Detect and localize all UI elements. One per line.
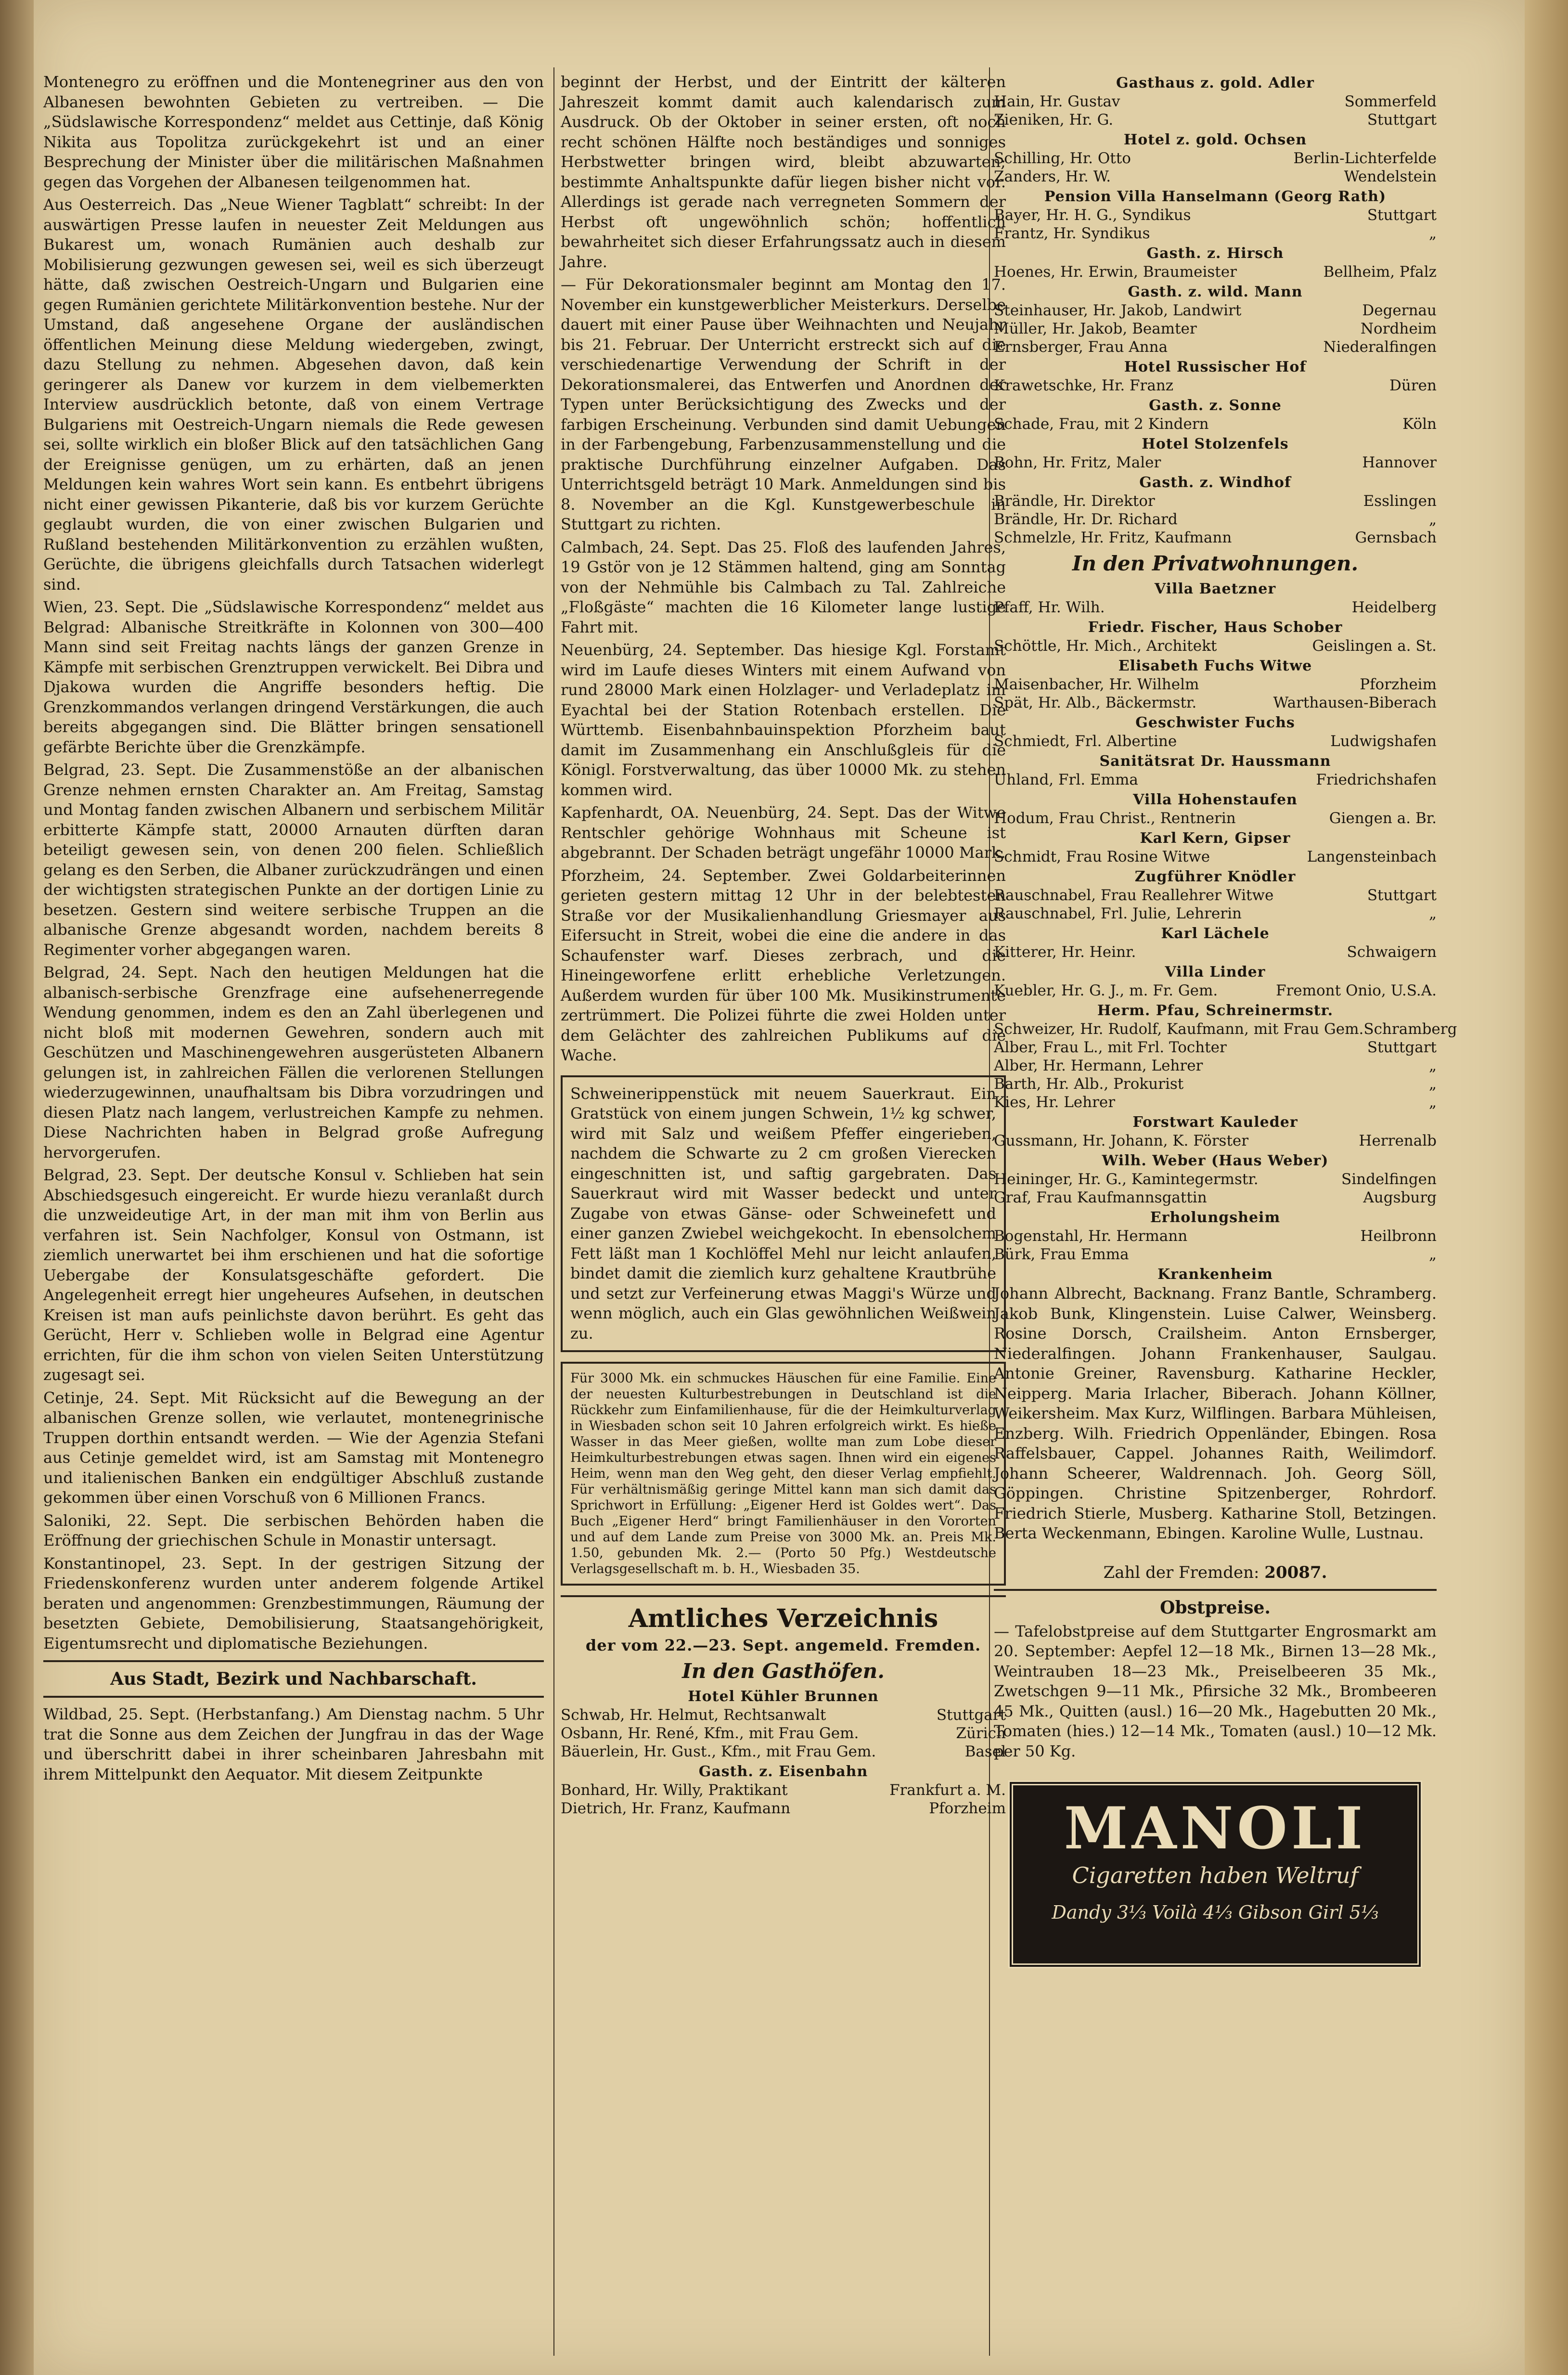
guest-line: [994, 263, 1437, 281]
recipe-text: Schweinerippenstück mit neuem Sauerkraut. Ein Gratstück von einem jungen Schwein, 1½ kg schwer, wird mit Salz und weißem Pfeffer eingerieben, nachdem die Schwarte zu 2 cm großen Vierecken eingeschnitten ist, und saftig gargebraten. Das Sauerkraut wird mit Wasser bedeckt und unter Zugabe von etwas Gänse- oder Schweinefett und einer ganzen Zwiebel weichgekocht. In ebensolchem Fett läßt man 1 Kochlöffel Mehl nur leicht anlaufen, bindet damit die ziemlich kurz gehaltene Krautbrühe und setzt zur Verfeinerung etwas Maggi's Würze und wenn möglich, auch ein Glas gewöhnlichen Weißwein zu.: [570, 1084, 996, 1342]
guest-origin: Niederalfingen: [1323, 338, 1437, 356]
guest-line: [994, 529, 1437, 547]
lodging-name: Forstwart Kauleder: [1132, 1114, 1298, 1131]
guest-name: Ernsberger, Frau Anna: [994, 338, 1168, 356]
guest-line: [994, 111, 1437, 129]
article-paragraph: Cetinje, 24. Sept. Mit Rücksicht auf die Bewegung an der albanischen Grenze sollen, wie verlautet, montenegrinische Truppen dorthin entsandt werden. — Wie der Agenzia Stefani aus Cetinje gemeldet wird, ist am Samstag mit Montenegro und italienischen Banken ein endgültiger Abschluß zustande gekommen über einen Vorschuß von 6 Millionen Francs.: [43, 1388, 544, 1507]
hotel-name: Hotel Kühler Brunnen: [688, 1688, 879, 1705]
guest-line: [994, 338, 1437, 356]
guest-name: Brändle, Hr. Direktor: [994, 492, 1155, 510]
guest-line: [994, 771, 1437, 789]
guest-name: Kuebler, Hr. G. J., m. Fr. Gem.: [994, 982, 1218, 999]
guest-origin: Nordheim: [1360, 320, 1437, 337]
guest-origin: Hannover: [1362, 454, 1437, 471]
guest-name: Barth, Hr. Alb., Prokurist: [994, 1075, 1184, 1093]
private-guest-list: [994, 580, 1457, 1264]
guest-name: Alber, Frau L., mit Frl. Tochter: [994, 1039, 1227, 1056]
guest-origin: Frankfurt a. M.: [889, 1781, 1006, 1799]
lodging-name: Gasth. z. Windhof: [1139, 474, 1291, 491]
guest-line: [994, 1188, 1437, 1207]
guest-name: Schmidt, Frau Rosine Witwe: [994, 848, 1210, 865]
lodging-name: Villa Linder: [1165, 964, 1266, 981]
guest-name: Graf, Frau Kaufmannsgattin: [994, 1189, 1207, 1206]
guest-line: [994, 637, 1437, 655]
column-2: [561, 72, 1006, 2356]
article-paragraph: Kapfenhardt, OA. Neuenbürg, 24. Sept. Das der Witwe Rentschler gehörige Wohnhaus mit Scheune ist abgebrannt. Der Schaden beträgt ungefähr 10000 Mark.: [561, 803, 1006, 862]
guest-name: Hoenes, Hr. Erwin, Braumeister: [994, 263, 1237, 281]
guest-name: Bäuerlein, Hr. Gust., Kfm., mit Frau Gem.: [561, 1743, 876, 1760]
lodging-name: Hotel Stolzenfels: [1142, 436, 1289, 452]
guest-line: [994, 1020, 1457, 1038]
guest-line: [994, 981, 1437, 1000]
guest-name: Bonhard, Hr. Willy, Praktikant: [561, 1781, 788, 1799]
article-paragraph: Montenegro zu eröffnen und die Montenegriner aus den von Albanesen bewohnten Gebieten zu vertreiben. — Die „Südslawische Korrespondenz“ meldet aus Cettinje, daß König Nikita aus Topolitza zurückgekehrt ist und an einer Besprechung der Minister über die militärischen Maßnahmen gegen das Vorgehen der Albanesen teilgenommen hat.: [43, 73, 544, 191]
lodging-name: Gasth. z. Sonne: [1149, 397, 1282, 414]
guest-origin: „: [1428, 1246, 1437, 1263]
section-heading: Aus Stadt, Bezirk und Nachbarschaft.: [110, 1669, 477, 1689]
guest-name: Müller, Hr. Jakob, Beamter: [994, 320, 1197, 337]
guest-origin: Gernsbach: [1355, 529, 1437, 546]
house-ad-box: [561, 1362, 1006, 1586]
fruit-prices-heading: Obstpreise.: [1160, 1597, 1271, 1618]
guest-line: [994, 415, 1437, 433]
fruit-prices-text: — Tafelobstpreise auf dem Stuttgarter Engrosmarkt am 20. September: Aepfel 12—18 Mk., Birnen 13—28 Mk., Weintrauben 18—23 Mk., Preiselbeeren 35 Mk., Zwetschgen 9—11 Mk., Pfirsiche 32 Mk., Brombeeren 45 Mk., Quitten (ausl.) 16—20 Mk., Hagebutten 20 Mk., Tomaten (hies.) 12—14 Mk., Tomaten (ausl.) 10—12 Mk. per 50 Kg.: [994, 1622, 1437, 1760]
sanatorium-heading: Krankenheim: [1157, 1266, 1273, 1283]
lodging-name: Gasthaus z. gold. Adler: [1116, 75, 1314, 91]
guest-origin: „: [1428, 905, 1437, 922]
guest-line: [994, 598, 1437, 617]
guest-origin: „: [1428, 511, 1437, 528]
guest-name: Zanders, Hr. W.: [994, 168, 1111, 185]
guest-count: [994, 1563, 1437, 1582]
guest-name: Schöttle, Hr. Mich., Architekt: [994, 637, 1217, 655]
guest-name: Rauschnabel, Frl. Julie, Lehrerin: [994, 905, 1242, 922]
page-spine: [0, 0, 34, 2375]
guest-name: Schade, Frau, mit 2 Kindern: [994, 415, 1209, 433]
recipe-box: [561, 1075, 1006, 1353]
guest-name: Krawetschke, Hr. Franz: [994, 377, 1174, 394]
article-paragraph: Aus Oesterreich. Das „Neue Wiener Tagblatt“ schreibt: In der auswärtigen Presse laufen in neuester Zeit Meldungen aus Bukarest um, wonach Rumänien auch deshalb zur Mobilisierung gezwungen gewesen sei, weil es sich überzeugt hätte, daß zwischen Oestreich-Ungarn und Bulgarien eine gegen Rumänien gerichtete Militärkonvention bestehe. Nur der Umstand, daß angesehene Organe der ausländischen öffentlichen Meinung diese Meldung wiedergeben, zwingt, dazu Stellung zu nehmen. Abgesehen davon, daß kein geringerer als Danew vor kurzem in dem vielbemerkten Interview ausdrücklich betonte, daß von einem Vertrage Bulgariens mit Oestreich-Ungarn niemals die Rede gewesen sei, sollte wirklich ein bloßer Blick auf den tatsächlichen Gang der Ereignisse genügen, um zu erhärten, daß an jenen Meldungen kein wahres Wort sein kann. Es entbehrt übrigens nicht einer gewissen Pikanterie, daß bis vor kurzem Gerüchte geglaubt wurden, die von einer zwischen Bulgarien und Rußland bestehenden Militärkonvention zu erzählen wußten, Gerüchte, die übrigens gleichfalls durch Tatsachen widerlegt sind.: [43, 195, 544, 594]
guest-origin: Warthausen-Biberach: [1273, 694, 1437, 711]
lodging-name: Herm. Pfau, Schreinermstr.: [1097, 1002, 1334, 1019]
guest-name: Osbann, Hr. René, Kfm., mit Frau Gem.: [561, 1725, 859, 1742]
guest-name: Kies, Hr. Lehrer: [994, 1094, 1116, 1111]
guest-line: [994, 732, 1437, 750]
guest-line: [994, 1170, 1437, 1188]
guest-origin: Basel: [964, 1743, 1006, 1760]
article-paragraph: Calmbach, 24. Sept. Das 25. Floß des laufenden Jahres, 19 Gstör von je 12 Stämmen haltend, ging am Sonntag von der Nehmühle bis Calmbach zu Tal. Zahlreiche „Floßgäste“ machten die 16 Kilometer lange lustige Fahrt mit.: [561, 538, 1006, 636]
guest-count-value: 20087.: [1264, 1562, 1327, 1582]
guest-line: [994, 675, 1437, 694]
lodging-name: Erholungsheim: [1150, 1209, 1281, 1226]
guest-line: [994, 168, 1437, 186]
lodging-name: Zugführer Knödler: [1134, 868, 1296, 885]
article-paragraph: Belgrad, 24. Sept. Nach den heutigen Meldungen hat die albanisch-serbische Grenzfrage eine aufsehenerregende Wendung genommen, indem es den an Zahl überlegenen und nicht bloß mit modernen Gewehren, sondern auch mit Geschützen und Maschinengewehren ausgerüsteten Albanern gelungen ist, in zahlreichen Fällen die verlorenen Stellungen wiederzugewinnen, unaufhaltsam bis Dibra vorzudringen und diesen Platz nach langem, verlustreichen Kampfe zu nehmen. Diese Nachrichten haben in Belgrad große Aufregung hervorgerufen.: [43, 963, 544, 1162]
guest-line: [994, 1038, 1437, 1057]
guest-name: Schweizer, Hr. Rudolf, Kaufmann, mit Frau Gem.: [994, 1020, 1364, 1038]
guest-name: Hain, Hr. Gustav: [994, 93, 1120, 110]
guest-line: [994, 848, 1437, 866]
article-paragraph: Wildbad, 25. Sept. (Herbstanfang.) Am Dienstag nachm. 5 Uhr trat die Sonne aus dem Zeichen der Jungfrau in das der Wage und überschritt dabei in ihrer scheinbaren Jahresbahn mit ihrem Mittelpunkt den Aequator. Mit diesem Zeitpunkte: [43, 1705, 544, 1783]
manoli-advertisement: [1008, 1781, 1422, 1968]
guest-origin: Pforzheim: [929, 1800, 1006, 1817]
guest-origin: Stuttgart: [1367, 887, 1437, 904]
guest-line: [994, 886, 1437, 904]
guest-origin: Pforzheim: [1360, 676, 1437, 693]
lodging-name: Wilh. Weber (Haus Weber): [1102, 1152, 1329, 1169]
guest-line: [994, 1057, 1437, 1075]
guest-line: [994, 694, 1437, 712]
guest-name: Bürk, Frau Emma: [994, 1246, 1129, 1263]
guest-origin: Berlin-Lichterfelde: [1293, 150, 1437, 167]
guest-count-label: Zahl der Fremden:: [1103, 1562, 1260, 1582]
article-paragraph: Konstantinopel, 23. Sept. In der gestrigen Sitzung der Friedenskonferenz wurden unter anderem folgende Artikel beraten und angenommen: Grenzbestimmungen, Räumung der besetzten Gebiete, Demobilisierung, Staatsangehörigkeit, Eigentumsrecht und diplomatische Beziehungen.: [43, 1554, 544, 1652]
guest-origin: Schramberg: [1363, 1020, 1457, 1038]
guest-name: Rauschnabel, Frau Reallehrer Witwe: [994, 887, 1274, 904]
guest-line: [994, 453, 1437, 472]
hotel-name: Gasth. z. Eisenbahn: [698, 1763, 868, 1780]
lodging-name: Hotel z. gold. Ochsen: [1123, 131, 1307, 148]
guest-origin: Fremont Onio, U.S.A.: [1275, 982, 1437, 999]
lodging-name: Geschwister Fuchs: [1135, 714, 1295, 731]
guest-line: [994, 1075, 1437, 1093]
guest-line: [561, 1799, 1006, 1818]
guest-origin: „: [1428, 1094, 1437, 1111]
ad-slogan: Cigaretten haben Weltruf: [1072, 1862, 1359, 1888]
guest-name: Heininger, Hr. G., Kamintegermstr.: [994, 1171, 1259, 1188]
guest-line: [994, 376, 1437, 395]
guest-origin: Heilbronn: [1360, 1227, 1437, 1245]
hotels-heading: In den Gasthöfen.: [682, 1659, 885, 1683]
guest-line: [994, 1093, 1437, 1111]
article-paragraph: Saloniki, 22. Sept. Die serbischen Behörden haben die Eröffnung der griechischen Schule in Monastir untersagt.: [43, 1511, 544, 1549]
guest-line: [994, 206, 1437, 224]
guest-name: Bohn, Hr. Fritz, Maler: [994, 454, 1161, 471]
guest-name: Kitterer, Hr. Heinr.: [994, 943, 1136, 961]
guest-origin: Ludwigshafen: [1330, 733, 1437, 750]
hotel-guest-list: [994, 74, 1437, 547]
guest-line: [994, 1132, 1437, 1150]
guest-origin: Degernau: [1362, 302, 1437, 319]
guest-origin: Heidelberg: [1351, 599, 1437, 616]
article-paragraph: — Für Dekorationsmaler beginnt am Montag den 17. November ein kunstgewerblicher Meisterkurs. Derselbe dauert mit einer Pause über Weihnachten und Neujahr bis 21. Februar. Der Unterricht erstreckt sich auf die verschiedenartige Verwendung der Schrift in der Dekorationsmalerei, das Entwerfen und Anordnen der Typen unter Berücksichtigung des Zwecks und der farbigen Erscheinung. Verbunden sind damit Uebungen in der Farbengebung, Farbenzusammenstellung und die praktische Durchführung einzelner Aufgaben. Das Unterrichtsgeld beträgt 10 Mark. Anmeldungen sind bis 8. November an die Kgl. Kunstgewerbeschule in Stuttgart zu richten.: [561, 275, 1006, 533]
guest-name: Hodum, Frau Christ., Rentnerin: [994, 810, 1236, 827]
guest-name: Maisenbacher, Hr. Wilhelm: [994, 676, 1199, 693]
article-paragraph: Pforzheim, 24. September. Zwei Goldarbeiterinnen gerieten gestern mittag 12 Uhr in der belebtesten Straße vor der Musikalienhandlung Griesmayer aus Eifersucht in Streit, wobei die eine die andere in das Schaufenster warf. Dieses zerbrach, und die Hineingeworfene erlitt erhebliche Verletzungen. Außerdem wurden für über 100 Mk. Musikinstrumente zertrümmert. Die Polizei führte die zwei Holden unter dem Gelächter des zahlreichen Publikums auf die Wache.: [561, 866, 1006, 1064]
guest-name: Brändle, Hr. Dr. Richard: [994, 511, 1178, 528]
guest-line: [994, 301, 1437, 320]
guest-name: Bogenstahl, Hr. Hermann: [994, 1227, 1188, 1245]
sanatorium-guest-text: Johann Albrecht, Backnang. Franz Bantle, Schramberg. Jakob Bunk, Klingenstein. Luise Calwer, Weinsberg. Rosine Dorsch, Crailsheim. Anton Ernsberger, Niederalfingen. Johann Frankenhauser, Saulgau. Antonie Greiner, Ravensburg. Katharine Heckler, Neipperg. Maria Irlacher, Biberach. Johann Köllner, Weikersheim. Max Kurz, Wilflingen. Barbara Mühleisen, Enzberg. Wilh. Friedrich Oppenländer, Ebingen. Rosa Raffelsbauer, Cappel. Johannes Raith, Weilimdorf. Johann Scheerer, Waldrennach. Joh. Georg Söll, Göppingen. Christine Spitzenberger, Rohrdorf. Friedrich Stierle, Musberg. Katharine Stoll, Betzingen. Berta Weckenmann, Ebingen. Karoline Wulle, Lustnau.: [994, 1284, 1437, 1542]
lodging-name: Villa Hohenstaufen: [1133, 791, 1298, 808]
ad-variants: Dandy 3⅓ Voilà 4⅓ Gibson Girl 5⅓: [1052, 1902, 1379, 1923]
house-ad-text: Für 3000 Mk. ein schmuckes Häuschen für eine Familie. Eine der neuesten Kulturbestrebungen in Deutschland ist die Rückkehr zum Einfamilienhause, für die der Heimkulturverlag in Wiesbaden schon seit 10 Jahren erfolgreich wirkt. Es hieße Wasser in das Meer gießen, wollte man zum Lobe dieser Heimkulturbestrebungen etwas sagen. Ihnen wird ein eigenes Heim, wenn man den Weg geht, den dieser Verlag empfiehlt. Für verhältnismäßig geringe Mittel kann man sich damit das Sprichwort in Erfüllung: „Eigener Herd ist Goldes wert“. Das Buch „Eigener Herd“ bringt Familienhäuser in den Vororten und auf dem Lande zum Preise von 3000 Mk. an. Preis Mk. 1.50, gebunden Mk. 2.— (Porto 50 Pfg.) Westdeutsche Verlagsgesellschaft m. b. H., Wiesbaden 35.: [570, 1371, 996, 1576]
guest-origin: Düren: [1389, 377, 1437, 394]
guest-line: [994, 92, 1437, 111]
guest-origin: „: [1428, 1075, 1437, 1093]
lodging-name: Karl Kern, Gipser: [1140, 830, 1291, 847]
guest-line: [994, 510, 1437, 529]
guest-line: [561, 1724, 1006, 1743]
register-subtitle: der vom 22.—23. Sept. angemeld. Fremden.: [585, 1636, 981, 1654]
lodging-name: Sanitätsrat Dr. Haussmann: [1099, 753, 1331, 770]
guest-origin: Augsburg: [1363, 1189, 1437, 1206]
lodging-name: Elisabeth Fuchs Witwe: [1118, 658, 1312, 674]
guest-name: Alber, Hr. Hermann, Lehrer: [994, 1057, 1203, 1074]
guest-line: [994, 943, 1437, 961]
guest-origin: Herrenalb: [1359, 1132, 1437, 1149]
guest-name: Spät, Hr. Alb., Bäckermstr.: [994, 694, 1197, 711]
lodging-name: Pension Villa Hanselmann (Georg Rath): [1044, 188, 1387, 205]
guest-origin: Stuttgart: [936, 1706, 1006, 1724]
guest-origin: Zürich: [956, 1725, 1006, 1742]
guest-origin: Esslingen: [1363, 492, 1437, 510]
guest-name: Dietrich, Hr. Franz, Kaufmann: [561, 1800, 791, 1817]
guest-origin: Giengen a. Br.: [1329, 810, 1437, 827]
guest-origin: Stuttgart: [1367, 111, 1437, 129]
guest-line: [561, 1706, 1006, 1724]
guest-name: Schmiedt, Frl. Albertine: [994, 733, 1177, 750]
guest-origin: Friedrichshafen: [1316, 771, 1437, 788]
guest-origin: Stuttgart: [1367, 1039, 1437, 1056]
guest-origin: Stuttgart: [1367, 207, 1437, 224]
article-paragraph: Wien, 23. Sept. Die „Südslawische Korrespondenz“ meldet aus Belgrad: Albanische Streitkräfte in Kolonnen von 300—400 Mann sind seit Freitag nachts längs der ganzen Grenze in Kämpfe mit serbischen Grenztruppen verwickelt. Bei Dibra und Djakowa wurden die Angriffe besonders heftig. Die Grenzkommandos verlangen dringend Verstärkungen, die auch bereits abgegangen sind. Die Blätter bringen sensationell gefärbte Berichte über die Grenzkämpfe.: [43, 598, 544, 756]
guest-origin: Geislingen a. St.: [1312, 637, 1437, 655]
guest-origin: „: [1428, 1057, 1437, 1074]
guest-line: [994, 809, 1437, 827]
ad-brand: MANOLI: [1064, 1794, 1367, 1862]
guest-name: Gussmann, Hr. Johann, K. Förster: [994, 1132, 1249, 1149]
guest-line: [994, 492, 1437, 510]
section-divider: [994, 1589, 1437, 1591]
guest-line: [994, 1227, 1437, 1245]
guest-name: Zieniken, Hr. G.: [994, 111, 1114, 129]
guest-origin: Wendelstein: [1344, 168, 1437, 185]
guest-name: Schmelzle, Hr. Fritz, Kaufmann: [994, 529, 1232, 546]
lodging-name: Friedr. Fischer, Haus Schober: [1088, 619, 1343, 636]
column-rule: [553, 67, 554, 2356]
guest-line: [994, 904, 1437, 923]
guest-line: [994, 149, 1437, 168]
lodging-name: Karl Lächele: [1161, 925, 1270, 942]
guest-origin: Sindelfingen: [1341, 1171, 1437, 1188]
private-lodgings-heading: In den Privatwohnungen.: [1072, 552, 1359, 575]
guest-name: Uhland, Frl. Emma: [994, 771, 1138, 788]
column-3: [994, 72, 1457, 2356]
guest-name: Frantz, Hr. Syndikus: [994, 225, 1150, 242]
guest-line: [994, 1245, 1437, 1264]
guest-line: [994, 320, 1437, 338]
guest-name: Pfaff, Hr. Wilh.: [994, 599, 1105, 616]
column-1: [43, 72, 544, 2356]
guest-name: Steinhauser, Hr. Jakob, Landwirt: [994, 302, 1242, 319]
article-paragraph: Belgrad, 23. Sept. Der deutsche Konsul v. Schlieben hat sein Abschiedsgesuch eingereicht. Er wurde hiezu veranlaßt durch die unzweideutige Art, in der man mit ihm von Berlin aus verfahren ist. Sein Nachfolger, Konsul von Ostmann, ist ziemlich unerwartet bei ihm erschienen und hat die sofortige Uebergabe der Konsulatsgeschäfte gefordert. Die Angelegenheit erregt hier ungeheures Aufsehen, in deutschen Kreisen ist man aufs peinlichste davon berührt. Es geht das Gerücht, Herr v. Schlieben wolle in Belgrad eine Agentur errichten, für die ihm schon von vielen Seiten Unterstützung zugesagt sei.: [43, 1166, 544, 1384]
guest-origin: Köln: [1402, 415, 1437, 433]
register-title: Amtliches Verzeichnis: [628, 1604, 938, 1633]
page-edge: [1525, 0, 1568, 2375]
guest-origin: Langensteinbach: [1307, 848, 1437, 865]
lodging-name: Villa Baetzner: [1154, 581, 1276, 597]
article-paragraph: beginnt der Herbst, und der Eintritt der kälteren Jahreszeit kommt damit auch kalendarisch zum Ausdruck. Ob der Oktober in seiner ersten, oft noch recht schönen Hälfte noch beständiges und sonniges Herbstwetter bringen wird, bleibt abzuwarten; bestimmte Anhaltspunkte dafür liegen bisher nicht vor. Allerdings ist gerade nach verregneten Sommern der Herbst oft ungewöhnlich schön; hoffentlich bewahrheitet sich dieser Erfahrungssatz auch in diesem Jahre.: [561, 73, 1006, 271]
section-divider: [43, 1696, 544, 1698]
guest-name: Schwab, Hr. Helmut, Rechtsanwalt: [561, 1706, 826, 1724]
guest-name: Bayer, Hr. H. G., Syndikus: [994, 207, 1191, 224]
guest-line: [561, 1781, 1006, 1799]
section-divider: [43, 1660, 544, 1662]
guest-origin: Sommerfeld: [1344, 93, 1437, 110]
article-paragraph: Belgrad, 23. Sept. Die Zusammenstöße an der albanischen Grenze nehmen ernsten Charakter an. Am Freitag, Samstag und Montag fanden zwischen Albanern und serbischem Militär erbitterte Kämpfe statt, 20000 Arnauten dürften daran beteiligt gewesen sein, von denen 200 fielen. Schließlich gelang es den Serben, die Albaner zurückzudrängen und einen der wichtigsten strategischen Punkte an der dortigen Linie zu besetzen. Gestern sind weitere serbische Truppen an die albanische Grenze abgesandt worden, nachdem bereits 8 Regimenter vorher abgegangen waren.: [43, 761, 544, 959]
lodging-name: Hotel Russischer Hof: [1124, 359, 1307, 375]
guest-line: [994, 224, 1437, 243]
guest-origin: „: [1428, 225, 1437, 242]
lodging-name: Gasth. z. wild. Mann: [1128, 284, 1303, 300]
article-paragraph: Neuenbürg, 24. September. Das hiesige Kgl. Forstamt wird im Laufe dieses Winters mit einem Aufwand von rund 28000 Mark einen Holzlager- und Verladeplatz im Eyachtal bei der Station Rotenbach erstellen. Die Württemb. Eisenbahnbauinspektion Pforzheim baut damit im Zusammenhang ein Anschlußgleis für die Königl. Forstverwaltung, das über 10000 Mk. zu stehen kommen wird.: [561, 641, 1006, 799]
guest-origin: Bellheim, Pfalz: [1323, 263, 1437, 281]
guest-origin: Schwaigern: [1347, 943, 1437, 961]
section-divider: [561, 1595, 1006, 1597]
lodging-name: Gasth. z. Hirsch: [1146, 245, 1284, 262]
guest-name: Schilling, Hr. Otto: [994, 150, 1131, 167]
guest-line: [561, 1743, 1006, 1761]
